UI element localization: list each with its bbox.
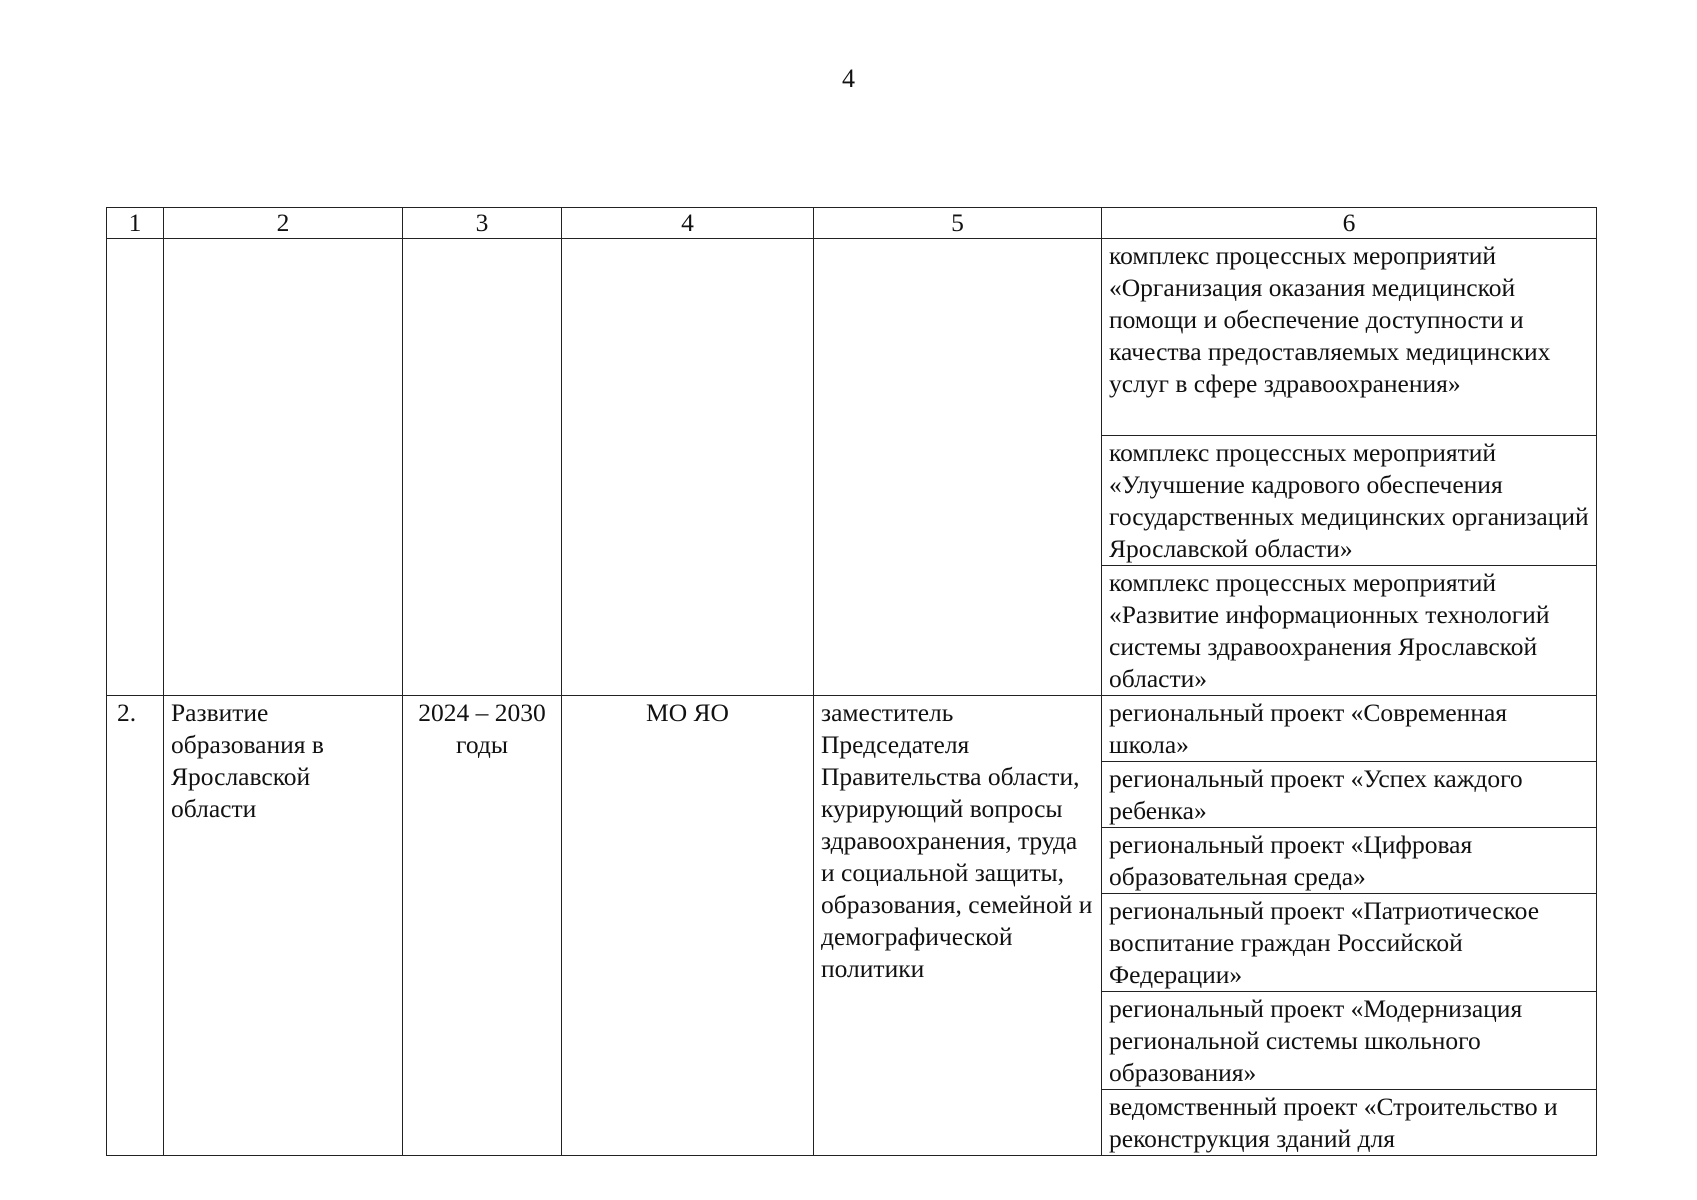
structural-element-cell: комплекс процессных мероприятий «Организация оказания медицинской помощи и обеспечение доступности и качества предоставляемых медицинских услуг в сфере здравоохранения» [1102, 239, 1597, 436]
structural-element-cell: комплекс процессных мероприятий «Улучшение кадрового обеспечения государственных медицинских организаций Ярославской области» [1102, 436, 1597, 566]
header-col-4: 4 [562, 208, 814, 239]
structural-element-cell: региональный проект «Современная школа» [1102, 696, 1597, 762]
table-row [107, 239, 1597, 436]
cell-empty-col3 [403, 239, 562, 696]
programs-table-container [106, 207, 1597, 1156]
structural-element-cell: региональный проект «Успех каждого ребенка» [1102, 762, 1597, 828]
program-name: Развитие образования в Ярославской области [164, 696, 403, 1156]
cell-empty-col2 [164, 239, 403, 696]
structural-element-cell: ведомственный проект «Строительство и реконструкция зданий для [1102, 1090, 1597, 1156]
program-curator: заместитель Председателя Правительства области, курирующий вопросы здравоохранения, труда и социальной защиты, образования, семейной и демографической политики [814, 696, 1102, 1156]
programs-table [106, 207, 1597, 1156]
header-col-6: 6 [1102, 208, 1597, 239]
page-number: 4 [842, 64, 855, 93]
program-executor: МО ЯО [562, 696, 814, 1156]
cell-empty-col1 [107, 239, 164, 696]
cell-empty-col5 [814, 239, 1102, 696]
structural-element-cell: региональный проект «Цифровая образовательная среда» [1102, 828, 1597, 894]
program-period: 2024 – 2030 годы [403, 696, 562, 1156]
header-col-3: 3 [403, 208, 562, 239]
structural-element-cell: комплекс процессных мероприятий «Развитие информационных технологий системы здравоохранения Ярославской области» [1102, 566, 1597, 696]
structural-element-cell: региональный проект «Патриотическое воспитание граждан Российской Федерации» [1102, 894, 1597, 992]
row-number: 2. [107, 696, 164, 1156]
structural-element-cell: региональный проект «Модернизация региональной системы школьного образования» [1102, 992, 1597, 1090]
table-row [107, 696, 1597, 762]
cell-empty-col4 [562, 239, 814, 696]
header-row [107, 208, 1597, 239]
header-col-5: 5 [814, 208, 1102, 239]
header-col-2: 2 [164, 208, 403, 239]
header-col-1: 1 [107, 208, 164, 239]
